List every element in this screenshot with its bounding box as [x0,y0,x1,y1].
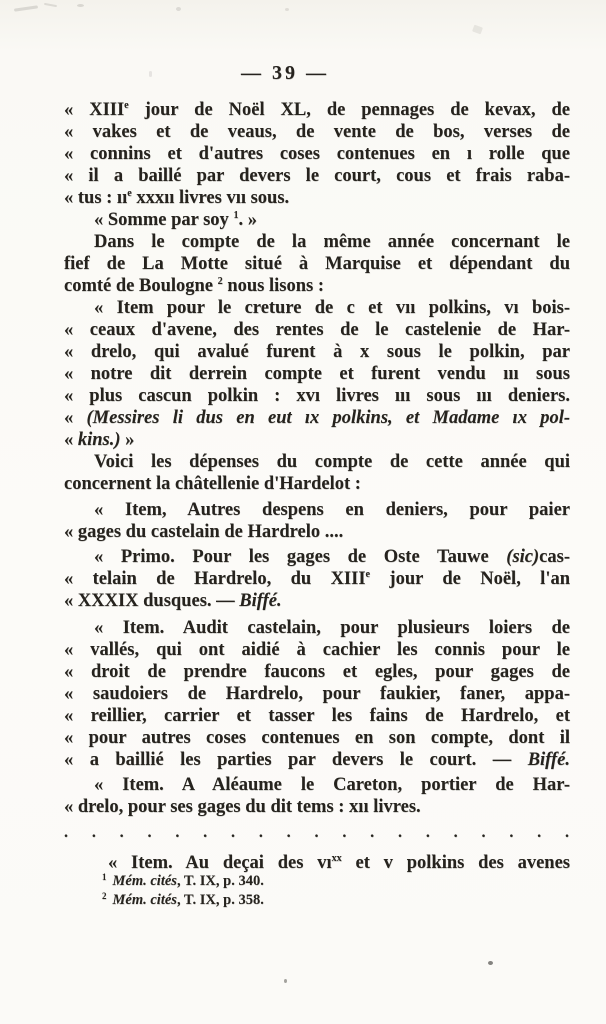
ellipsis-separator: . . . . . . . . . . . . . . . . . . . [64,825,570,841]
text-line: « kins.) » [64,430,135,450]
text-line: « Item, Autres despens en deniers, pour paier [94,500,570,520]
text-line: fief de La Motte situé à Marquise et dépendant du [64,254,570,274]
text-line: « XXXIX dusques. — Biffé. [64,591,282,611]
text-line: « ceaux d'avene, des rentes de le castelenie de Har- [64,320,570,340]
text-line: « vallés, qui ont aidié à cachier les connis pour le [64,640,570,660]
footnotes-block [64,872,570,910]
scan-artifact [472,25,483,35]
text-line: « connins et d'autres coses contenues en ı rolle que [64,144,570,164]
text-line: « Somme par soy $^1$. » [94,210,258,230]
scan-artifact [285,8,289,11]
text-line: « Item. A Aléaume le Careton, portier de Har- [94,775,570,795]
scan-artifact [14,5,38,11]
text-line: « plus cascun polkin : xvı livres ııı sous ııı deniers. [64,386,570,406]
text-line: Voici les dépenses du compte de cette année qui [94,452,570,472]
text-line: « drelo, pour ses gages du dit tems : xıı livres. [64,797,421,817]
text-line: « Item. Au deçai des $vı^{xx}$ et v polkins des avenes [108,853,570,873]
text-line: « vakes et de veaus, de vente de bos, verses de [64,122,570,142]
text-line: Dans le compte de la même année concernant le [94,232,570,252]
text-line: « drelo, qui avalué furent à x sous le polkin, par [64,342,570,362]
text-line: « Item. Audit castelain, pour plusieurs loiers de [94,618,570,638]
text-line: comté de Boulogne $^2$ nous lisons : [64,276,324,296]
scan-artifact [284,979,287,983]
text-line: « reillier, carrier et tasser les fains de Hardrelo, et [64,706,570,726]
text-line: « XIIIe jour de Noël XL, de pennages de kevax, de [64,100,570,120]
text-line: « notre dit derrein compte et furent vendu ııı sous [64,364,570,384]
scan-artifact [77,4,84,7]
page-number: — 39 — [241,62,329,84]
text-line: « pour autres coses contenues en son compte, dont il [64,728,570,748]
text-line: « saudoiers de Hardrelo, pour faukier, faner, appa- [64,684,570,704]
scan-artifact [44,3,57,7]
text-line: « Item pour le creture de c et vıı polkins, vı bois- [94,298,570,318]
text-line: « tus : $ıı^e$ xxxıı livres vıı sous. [64,188,290,208]
text-line: « gages du castelain de Hardrelo .... [64,522,344,542]
text-block [64,99,570,874]
text-line: concernent la châtellenie d'Hardelot : [64,474,361,494]
footnote: $^2$ Mém. cités, T. IX, p. 358. [102,891,264,908]
text-line: « Primo. Pour les gages de Oste Tauwe (sic)cas- [94,547,570,567]
scan-artifact [488,961,493,965]
text-line: « a baillié les parties par devers le court. — Biffé. [64,750,570,770]
footnote: $^1$ Mém. cités, T. IX, p. 340. [102,872,264,889]
text-line: « droit de prendre faucons et egles, pour gages de [64,662,570,682]
text-line: « il a baillé par devers le court, cous et frais raba- [64,166,570,186]
scan-artifact [176,7,181,11]
text-line: « telain de Hardrelo, du XIIIe jour de Noël, l'an [64,569,570,589]
text-line: « (Messires li dus en eut ıx polkins, et Madame ıx pol- [64,408,570,428]
